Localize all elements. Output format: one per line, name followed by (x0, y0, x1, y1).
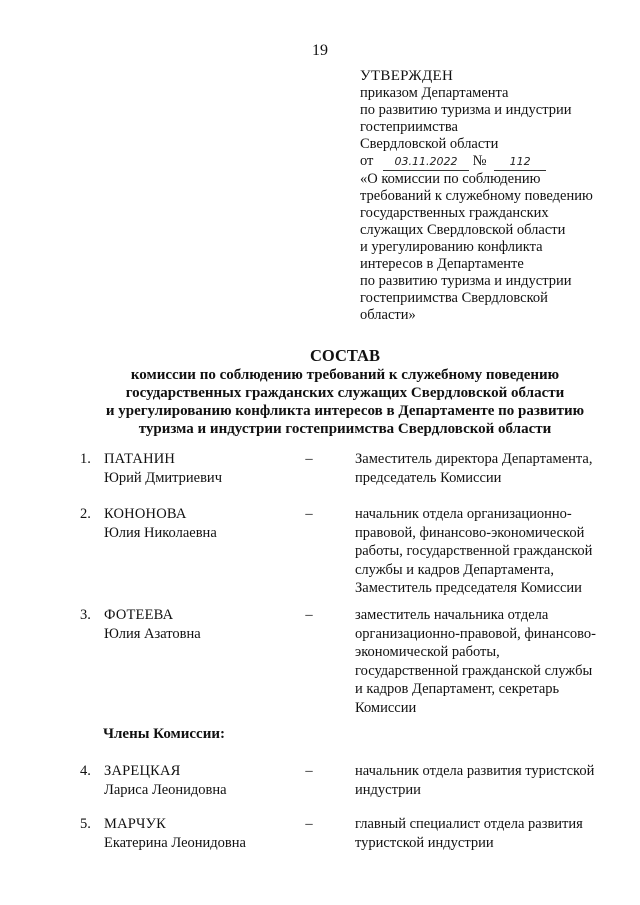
member-first-names: Екатерина Леонидовна (104, 834, 246, 851)
order-title-line: по развитию туризма и индустрии (360, 273, 572, 289)
order-title-line: гостеприимства Свердловской (360, 290, 548, 306)
number-prefix: № (472, 153, 487, 169)
member-last-name: ФОТЕЕВА (104, 607, 174, 623)
approval-line: Свердловской области (360, 136, 499, 152)
member-role (355, 505, 613, 598)
role-line: работы, государственной гражданской (355, 543, 593, 559)
member-first-names: Юлия Азатовна (104, 625, 201, 642)
role-line: главный специалист отдела развития (355, 816, 583, 832)
handwritten-date: 03.11.2022 (383, 153, 469, 171)
page-number: 19 (312, 42, 328, 59)
order-title-line: области» (360, 307, 416, 323)
document-title: СОСТАВ (310, 346, 380, 365)
role-line: индустрии (355, 781, 421, 798)
member-name (104, 606, 304, 643)
member-number: 4. (80, 763, 91, 779)
member-first-names: Юрий Дмитриевич (104, 469, 222, 486)
member-name (104, 505, 304, 542)
approval-line: гостеприимства (360, 119, 458, 135)
document-subtitle-line: комиссии по соблюдению требований к служебному поведению (130, 367, 560, 383)
member-last-name: ЗАРЕЦКАЯ (104, 763, 181, 779)
member-name (104, 450, 304, 487)
date-prefix: от (360, 153, 374, 169)
role-line: и кадров Департамент, секретарь (355, 681, 560, 697)
order-title-line: государственных гражданских (360, 205, 549, 221)
dash-separator: – (305, 763, 313, 779)
composition-heading (60, 346, 630, 438)
approval-stamp (360, 68, 620, 324)
document-subtitle-line: государственных гражданских служащих Свердловской области (125, 385, 565, 401)
role-line: председатель Комиссии (355, 469, 502, 486)
member-role (355, 762, 613, 799)
member-role (355, 450, 613, 487)
role-line: службы и кадров Департамента, (355, 561, 554, 578)
dash-separator: – (305, 506, 313, 522)
member-number: 5. (80, 816, 91, 832)
member-number: 3. (80, 607, 91, 623)
order-title-line: служащих Свердловской области (360, 222, 566, 238)
member-last-name: МАРЧУК (104, 816, 166, 832)
member-name (104, 815, 304, 852)
role-line: заместитель начальника отдела (355, 607, 549, 623)
role-line: экономической работы, (355, 644, 500, 660)
dash-separator: – (305, 816, 313, 832)
role-line: начальник отдела развития туристской (355, 763, 595, 779)
member-role (355, 606, 613, 717)
member-role (355, 815, 613, 852)
role-line: Комиссии (355, 699, 417, 716)
role-line: туристской индустрии (355, 834, 494, 851)
order-title-line: интересов в Департаменте (360, 256, 524, 272)
approval-line: приказом Департамента (360, 85, 509, 101)
order-title-line: и урегулированию конфликта (360, 239, 543, 255)
role-line: Заместитель председателя Комиссии (355, 580, 582, 596)
member-number: 2. (80, 506, 91, 522)
role-line: Заместитель директора Департамента, (355, 451, 593, 467)
approval-line: по развитию туризма и индустрии (360, 102, 572, 118)
member-first-names: Юлия Николаевна (104, 524, 217, 541)
members-section-label: Члены Комиссии: (103, 726, 225, 742)
handwritten-number: 112 (494, 153, 546, 171)
member-name (104, 762, 304, 799)
member-number: 1. (80, 451, 91, 467)
member-first-names: Лариса Леонидовна (104, 781, 227, 798)
document-subtitle-line: туризма и индустрии гостеприимства Свердловской области (138, 421, 552, 437)
dash-separator: – (305, 607, 313, 623)
order-title-line: «О комиссии по соблюдению (360, 171, 541, 187)
document-subtitle-line: и урегулированию конфликта интересов в Департаменте по развитию (105, 403, 585, 419)
role-line: начальник отдела организационно- (355, 506, 572, 522)
role-line: правовой, финансово-экономической (355, 524, 585, 541)
role-line: организационно-правовой, финансово- (355, 625, 597, 642)
approval-heading: УТВЕРЖДЕН (360, 68, 454, 84)
approval-date-line (360, 153, 620, 171)
member-last-name: КОНОНОВА (104, 506, 187, 522)
member-last-name: ПАТАНИН (104, 451, 176, 467)
order-title-line: требований к служебному поведению (360, 188, 593, 204)
role-line: государственной гражданской службы (355, 662, 593, 679)
dash-separator: – (305, 451, 313, 467)
